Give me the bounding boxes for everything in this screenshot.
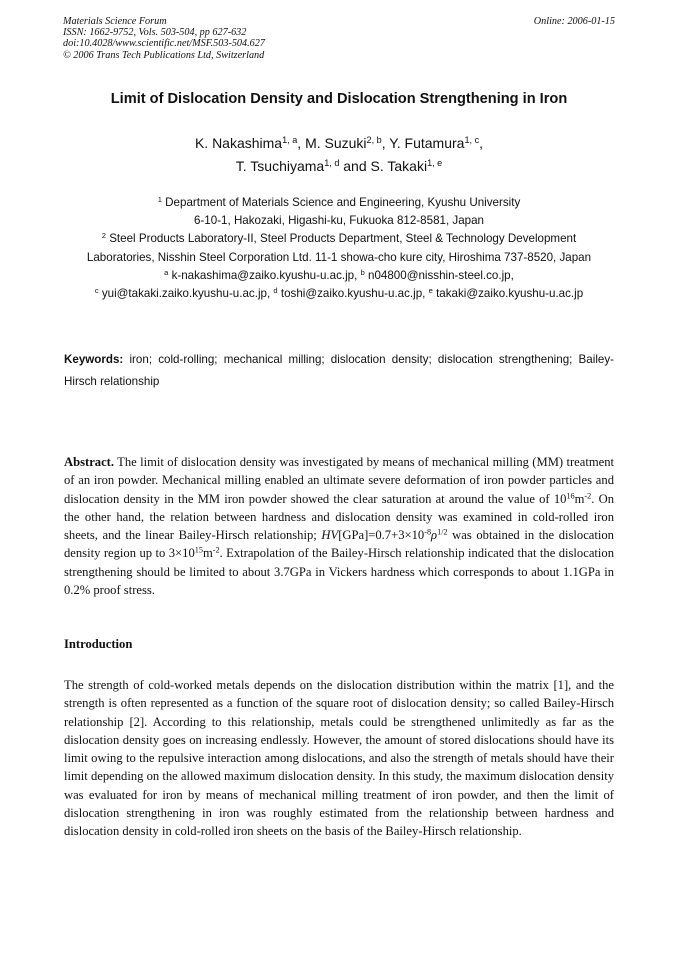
author-name: K. Nakashima <box>194 135 283 151</box>
keywords-block <box>64 349 614 393</box>
copyright-line: © 2006 Trans Tech Publications Ltd, Switzerland <box>63 49 265 61</box>
email-link[interactable]: n04800@nisshin-steel.co.jp, <box>368 268 514 282</box>
email-line-1: $^a$ k-nakashima@zaiko.kyushu-u.ac.jp, $^b$ n04800@nisshin-steel.co.jp, <box>164 267 514 282</box>
paper-title: Limit of Dislocation Density and Dislocation Strengthening in Iron <box>110 91 568 107</box>
author-affil-mark: 1, d <box>324 158 340 168</box>
keywords-label: Keywords: <box>64 353 124 366</box>
author-name: S. Takaki <box>370 158 428 174</box>
publication-header <box>63 16 265 61</box>
issn-line: ISSN: 1662-9752, Vols. 503-504, pp 627-632 <box>63 27 247 39</box>
email-link[interactable]: yui@takaki.zaiko.kyushu-u.ac.jp, <box>101 287 271 301</box>
author-name: M. Suzuki <box>305 135 367 151</box>
journal-name: Materials Science Forum <box>63 16 167 27</box>
online-date: Online: 2006-01-15 <box>533 16 615 27</box>
affiliations <box>0 194 678 303</box>
email-line-2: $^c$ yui@takaki.zaiko.kyushu-u.ac.jp, $^d$ toshi@zaiko.kyushu-u.ac.jp, $^e$ takaki@zaiko.kyushu-u.ac.jp <box>94 285 584 301</box>
introduction-heading: Introduction <box>64 637 133 651</box>
keywords-text: iron; cold-rolling; mechanical milling; dislocation density; dislocation strengthening; Bailey-Hirsch relationship <box>64 353 614 388</box>
author-affil-mark: 2, b <box>366 135 382 145</box>
email-link[interactable]: toshi@zaiko.kyushu-u.ac.jp, <box>280 287 426 301</box>
author-line-2: T. Tsuchiyama$^{1, d}$ and S. Takaki$^{1, e}$ <box>235 158 443 174</box>
author-list <box>0 132 678 178</box>
email-link[interactable]: k-nakashima@zaiko.kyushu-u.ac.jp, <box>171 268 358 282</box>
email-link[interactable]: takaki@zaiko.kyushu-u.ac.jp <box>436 287 584 301</box>
doi-line: doi:10.4028/www.scientific.net/MSF.503-504.627 <box>63 38 265 50</box>
abstract-label: Abstract. <box>64 455 115 469</box>
author-affil-mark: 1, e <box>427 158 443 168</box>
affiliation-1-address: 6-10-1, Hakozaki, Higashi-ku, Fukuoka 812-8581, Japan <box>193 214 484 228</box>
affiliation-1: $^1$ Department of Materials Science and Engineering, Kyushu University <box>157 194 521 209</box>
affiliation-2-address: Laboratories, Nisshin Steel Corporation Ltd. 11-1 showa-cho kure city, Hiroshima 737-8520, Japan <box>86 250 592 264</box>
affiliation-2: $^2$ Steel Products Laboratory-II, Steel Products Department, Steel & Technology Development <box>101 231 577 246</box>
introduction-paragraph: The strength of cold-worked metals depends on the dislocation distribution within the matrix [1], and the strength is often represented as a function of the square root of dislocation density; so called Bailey-Hirsch relationship [2]. According to this relationship, metals could be strengthened unlimitedly as far as the dislocation density goes on increasing endlessly. However, the amount of stored dislocations should have its limit owing to the repulsive interaction among dislocations, and also the strength of metals should have their limit depending on the allowed maximum dislocation density. In this study, the maximum dislocation density was evaluated for iron by means of mechanical milling treatment of iron powder, and then the limit of dislocation strengthening in iron was roughly estimated from the relationship between hardness and dislocation density in cold-rolled iron sheets on the basis of the Bailey-Hirsch relationship. <box>64 678 614 839</box>
author-name: Y. Futamura <box>389 135 465 151</box>
author-name: T. Tsuchiyama <box>235 158 325 174</box>
author-affil-mark: 1, a <box>282 135 298 145</box>
abstract-paragraph: Abstract. The limit of dislocation density was investigated by means of mechanical milling (MM) treatment of an iron powder. Mechanical milling enabled an ultimate severe deformation of iron powder particles and dislocation density in the MM iron powder showed the clear saturation at around the value of $10^{16}m^{-2}$. On the other hand, the relation between hardness and dislocation density was examined in cold-rolled iron sheets, and the linear Bailey-Hirsch relationship; $HV[GPa]=0.7+3\times 10^{-8}\rho^{1/2}$ was obtained in the dislocation density region up to $3\times 10^{15}m^{-2}$. Extrapolation of the Bailey-Hirsch relationship indicated that the dislocation strengthening should be limited to about 3.7GPa in Vickers hardness which corresponds to about 1.1GPa in 0.2% proof stress. <box>64 455 615 598</box>
author-line-1: K. Nakashima$^{1, a}$, M. Suzuki$^{2, b}$, Y. Futamura$^{1, c}$, <box>194 135 484 151</box>
author-affil-mark: 1, c <box>464 135 480 145</box>
